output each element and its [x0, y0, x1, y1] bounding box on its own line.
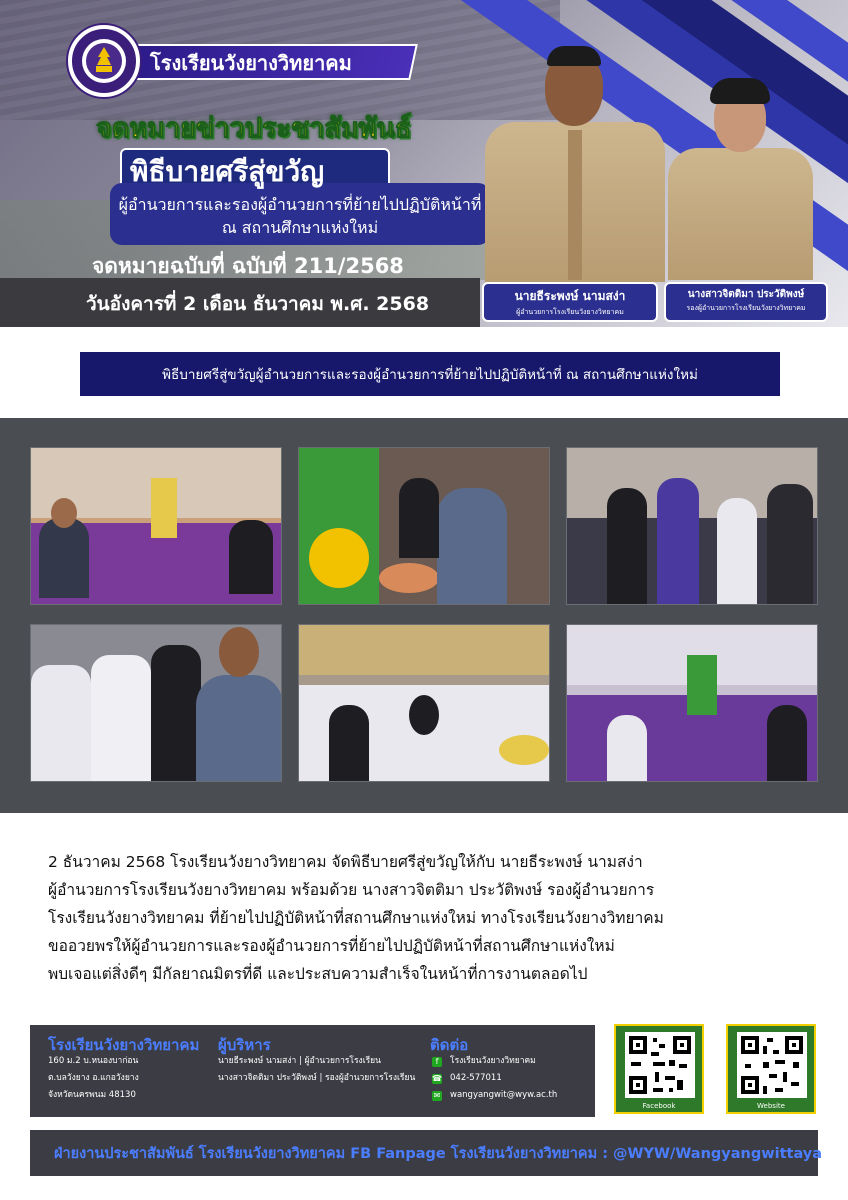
- issue-date: วันอังคารที่ 2 เดือน ธันวาคม พ.ศ. 2568: [86, 293, 430, 315]
- article-line: 2 ธันวาคม 2568 โรงเรียนวังยางวิทยาคม จัดพิธีบายศรีสู่ขวัญให้กับ นายธีระพงษ์ นามสง่า: [48, 853, 643, 871]
- footer-admin-line: นายธีระพงษ์ นามสง่า | ผู้อำนวยการโรงเรียน: [218, 1056, 381, 1066]
- header-banner: [0, 0, 848, 327]
- director-photo: [485, 42, 665, 280]
- crest-icon: [80, 37, 128, 85]
- deputy-role: รองผู้อำนวยการโรงเรียนวังยางวิทยาคม: [686, 304, 806, 312]
- director-name: นายธีระพงษ์ นามสง่า: [514, 289, 626, 303]
- newsletter-title: จดหมายข่าวประชาสัมพันธ์: [96, 113, 412, 144]
- footer-contact-email[interactable]: wangyangwit@wyw.ac.th: [450, 1090, 558, 1100]
- footer-admin-heading: ผู้บริหาร: [218, 1036, 271, 1054]
- bottom-credit-bar: [30, 1130, 823, 1176]
- article-line: โรงเรียนวังยางวิทยาคม ที่ย้ายไปปฏิบัติหน้าที่สถานศึกษาแห่งใหม่ ทางโรงเรียนวังยางวิทยาคม: [48, 909, 664, 927]
- deputy-director-photo: [668, 76, 813, 280]
- footer-contact-phone[interactable]: 042-577011: [450, 1073, 502, 1083]
- facebook-icon: f: [432, 1057, 442, 1067]
- ceremony-title: พิธีบายศรีสู่ขวัญ: [130, 155, 325, 188]
- footer-address-line: ต.บลวังยาง อ.แกอวังยาง: [48, 1073, 139, 1083]
- footer-address-line: จังหวัดนครพนม 48130: [48, 1090, 136, 1100]
- issue-number: จดหมายฉบับที่ ฉบับที่ 211/2568: [92, 254, 404, 278]
- subtitle-line-2: ณ สถานศึกษาแห่งใหม่: [221, 218, 379, 237]
- qr-label: Facebook: [642, 1102, 676, 1110]
- footer-info-panel: [30, 1025, 595, 1117]
- qr-label: Website: [757, 1102, 785, 1110]
- footer-address-line: 160 ม.2 บ.หนองบาก่อน: [48, 1056, 139, 1066]
- gallery-photo[interactable]: [298, 447, 550, 605]
- website-qr-code[interactable]: [726, 1024, 816, 1114]
- photo-gallery: [0, 418, 848, 813]
- email-icon: ✉: [433, 1091, 441, 1100]
- headline-bar: [80, 352, 780, 396]
- article-line: ผู้อำนวยการโรงเรียนวังยางวิทยาคม พร้อมด้วย นางสาวจิตติมา ประวัติพงษ์ รองผู้อำนวยการ: [48, 881, 655, 899]
- director-namecard: [482, 282, 658, 322]
- gallery-photo[interactable]: [30, 624, 282, 782]
- director-role: ผู้อำนวยการโรงเรียนวังยางวิทยาคม: [516, 308, 624, 316]
- qr-code-icon: [625, 1032, 695, 1098]
- article-line: พบเจอแต่สิ่งดีๆ มีกัลยาณมิตรที่ดี และประสบความสำเร็จในหน้าที่การงานตลอดไป: [48, 965, 588, 983]
- school-logo: [68, 25, 140, 97]
- article-body: [48, 848, 818, 988]
- gallery-photo[interactable]: [30, 447, 282, 605]
- footer-admin-line: นางสาวจิตติมา ประวัติพงษ์ | รองผู้อำนวยการโรงเรียน: [218, 1073, 416, 1083]
- deputy-name: นางสาวจิตติมา ประวัติพงษ์: [687, 289, 805, 300]
- school-name: โรงเรียนวังยางวิทยาคม: [150, 53, 352, 75]
- deputy-namecard: [664, 282, 828, 322]
- footer-contact-heading: ติดต่อ: [430, 1036, 469, 1054]
- footer-school-heading: โรงเรียนวังยางวิทยาคม: [48, 1036, 200, 1054]
- qr-code-icon: [737, 1032, 807, 1098]
- bottom-credit-text[interactable]: ฝ่ายงานประชาสัมพันธ์ โรงเรียนวังยางวิทยาคม FB Fanpage โรงเรียนวังยางวิทยาคม : @WYW/Wangyangwittaya: [54, 1145, 823, 1162]
- subtitle-line-1: ผู้อำนวยการและรองผู้อำนวยการที่ย้ายไปปฏิบัติหน้าที่: [118, 195, 482, 214]
- gallery-photo[interactable]: [298, 624, 550, 782]
- article-line: ขออวยพรให้ผู้อำนวยการและรองผู้อำนวยการที่ย้ายไปปฏิบัติหน้าที่สถานศึกษาแห่งใหม่: [48, 937, 615, 955]
- footer-contact-facebook[interactable]: โรงเรียนวังยางวิทยาคม: [450, 1056, 536, 1066]
- facebook-qr-code[interactable]: [614, 1024, 704, 1114]
- gallery-photo[interactable]: [566, 447, 818, 605]
- headline-text: พิธีบายศรีสู่ขวัญผู้อำนวยการและรองผู้อำนวยการที่ย้ายไปปฏิบัติหน้าที่ ณ สถานศึกษาแห่งใหม่: [162, 367, 698, 383]
- phone-icon: ☎: [432, 1074, 442, 1083]
- gallery-photo[interactable]: [566, 624, 818, 782]
